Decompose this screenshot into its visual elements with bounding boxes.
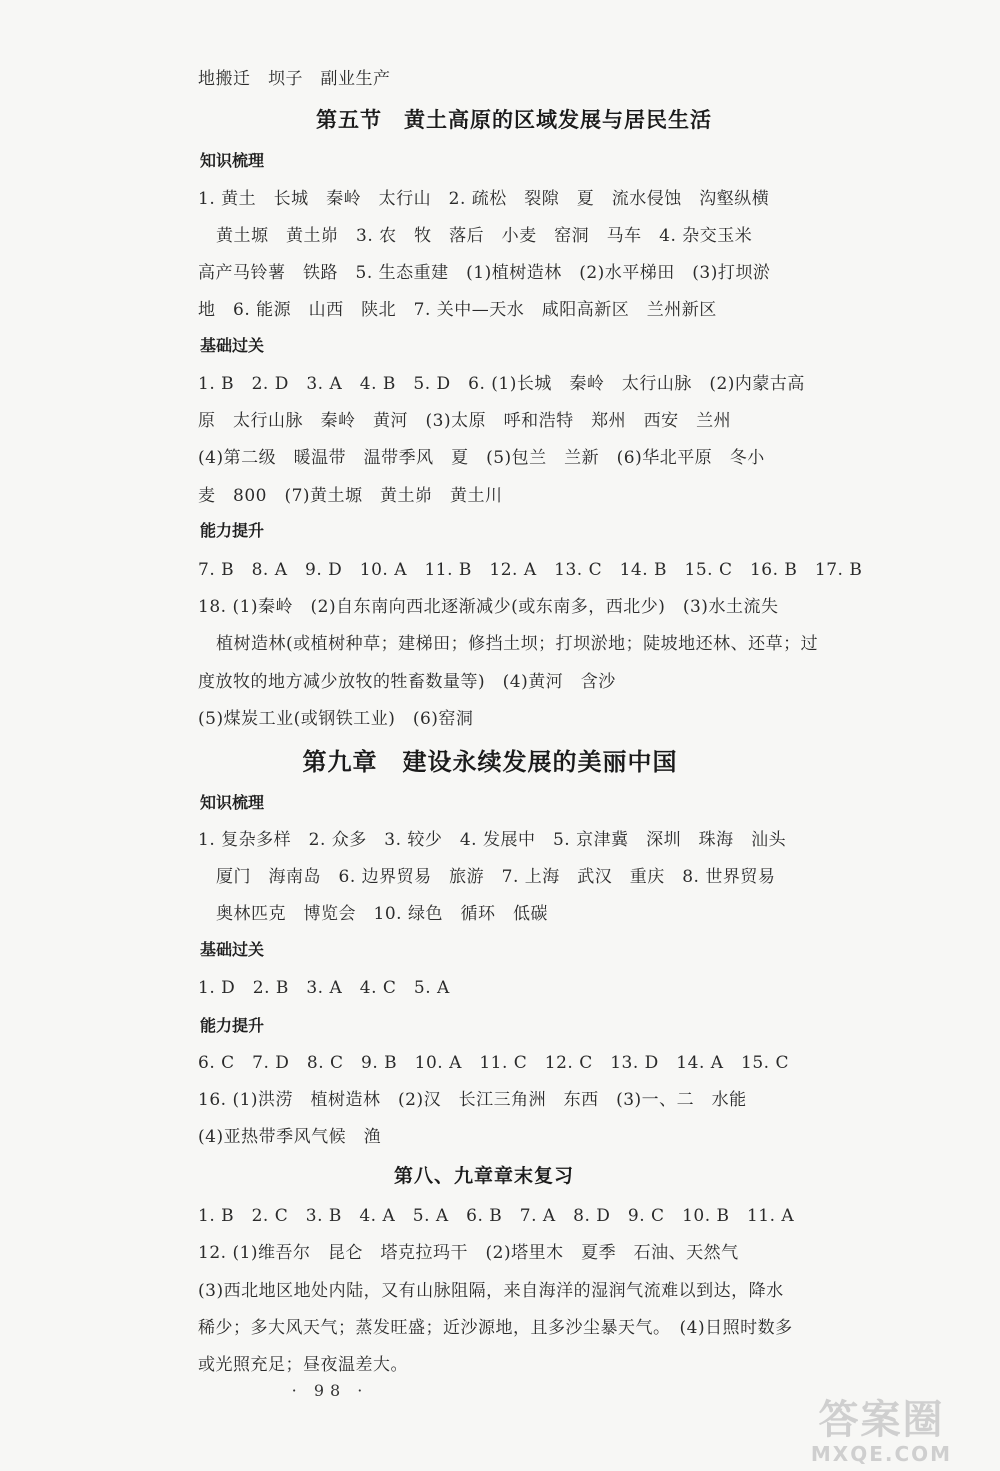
chapter9-knowledge-line: 1. 复杂多样 2. 众多 3. 较少 4. 发展中 5. 京津冀 深圳 珠海 汕头	[198, 830, 787, 850]
section5-ability-line: 7. B 8. A 9. D 10. A 11. B 12. A 13. C 14. B 15. C 16. B 17. B	[198, 560, 863, 580]
chapter9-knowledge-heading: 知识梳理	[200, 793, 265, 812]
section5-knowledge-heading: 知识梳理	[200, 151, 265, 170]
section5-knowledge-line: 黄土塬 黄土峁 3. 农 牧 落后 小麦 窑洞 马车 4. 杂交玉米	[216, 226, 753, 246]
section5-basic-line: 原 太行山脉 秦岭 黄河 (3)太原 呼和浩特 郑州 西安 兰州	[198, 411, 732, 431]
review-line: (3)西北地区地处内陆，又有山脉阻隔，来自海洋的湿润气流难以到达，降水	[198, 1281, 784, 1301]
section5-ability-line: (5)煤炭工业(或钢铁工业) (6)窑洞	[198, 709, 474, 729]
section5-title: 第五节 黄土高原的区域发展与居民生活	[316, 108, 712, 132]
chapter9-basic-line: 1. D 2. B 3. A 4. C 5. A	[198, 978, 450, 998]
review-line: 12. (1)维吾尔 昆仑 塔克拉玛干 (2)塔里木 夏季 石油、天然气	[198, 1243, 739, 1263]
section5-ability-heading: 能力提升	[200, 521, 265, 540]
section5-ability-line: 度放牧的地方减少放牧的牲畜数量等) (4)黄河 含沙	[198, 672, 616, 692]
chapter9-knowledge-line: 厦门 海南岛 6. 边界贸易 旅游 7. 上海 武汉 重庆 8. 世界贸易	[216, 867, 776, 887]
chapter9-ability-line: (4)亚热带季风气候 渔	[198, 1127, 382, 1147]
review-line: 或光照充足；昼夜温差大。	[198, 1355, 408, 1375]
section5-basic-heading: 基础过关	[200, 336, 265, 355]
chapter9-ability-line: 16. (1)洪涝 植树造林 (2)汉 长江三角洲 东西 (3)一、二 水能	[198, 1090, 747, 1110]
section5-basic-line: 麦 800 (7)黄土塬 黄土峁 黄土川	[198, 486, 503, 506]
chapter9-knowledge-line: 奥林匹克 博览会 10. 绿色 循环 低碳	[216, 904, 548, 924]
section5-knowledge-line: 高产马铃薯 铁路 5. 生态重建 (1)植树造林 (2)水平梯田 (3)打坝淤	[198, 263, 771, 283]
chapter9-title: 第九章 建设永续发展的美丽中国	[302, 748, 678, 776]
section5-ability-line: 植树造林(或植树种草；建梯田；修挡土坝；打坝淤地；陡坡地还林、还草；过	[216, 634, 819, 654]
watermark-url: MXQE.COM	[810, 1442, 953, 1466]
page-number: · 98 ·	[291, 1381, 369, 1400]
lead-line: 地搬迁 坝子 副业生产	[198, 69, 391, 89]
chapter9-ability-line: 6. C 7. D 8. C 9. B 10. A 11. C 12. C 13. D 14. A 15. C	[198, 1053, 789, 1073]
review-line: 稀少；多大风天气；蒸发旺盛；近沙源地，且多沙尘暴天气。 (4)日照时数多	[198, 1318, 793, 1338]
section5-ability-line: 18. (1)秦岭 (2)自东南向西北逐渐减少(或东南多，西北少) (3)水土流失	[198, 597, 779, 617]
section5-basic-line: (4)第二级 暖温带 温带季风 夏 (5)包兰 兰新 (6)华北平原 冬小	[198, 448, 765, 468]
review-title: 第八、九章章末复习	[393, 1165, 574, 1187]
watermark-logo	[789, 1398, 974, 1464]
review-line: 1. B 2. C 3. B 4. A 5. A 6. B 7. A 8. D 9. C 10. B 11. A	[198, 1206, 795, 1226]
watermark-text: 答案圈	[818, 1397, 945, 1443]
section5-knowledge-line: 地 6. 能源 山西 陕北 7. 关中—天水 咸阳高新区 兰州新区	[198, 300, 717, 320]
chapter9-ability-heading: 能力提升	[200, 1016, 265, 1035]
section5-knowledge-line: 1. 黄土 长城 秦岭 太行山 2. 疏松 裂隙 夏 流水侵蚀 沟壑纵横	[198, 189, 770, 209]
chapter9-basic-heading: 基础过关	[200, 940, 265, 959]
section5-basic-line: 1. B 2. D 3. A 4. B 5. D 6. (1)长城 秦岭 太行山脉 (2)内蒙古高	[198, 374, 805, 394]
